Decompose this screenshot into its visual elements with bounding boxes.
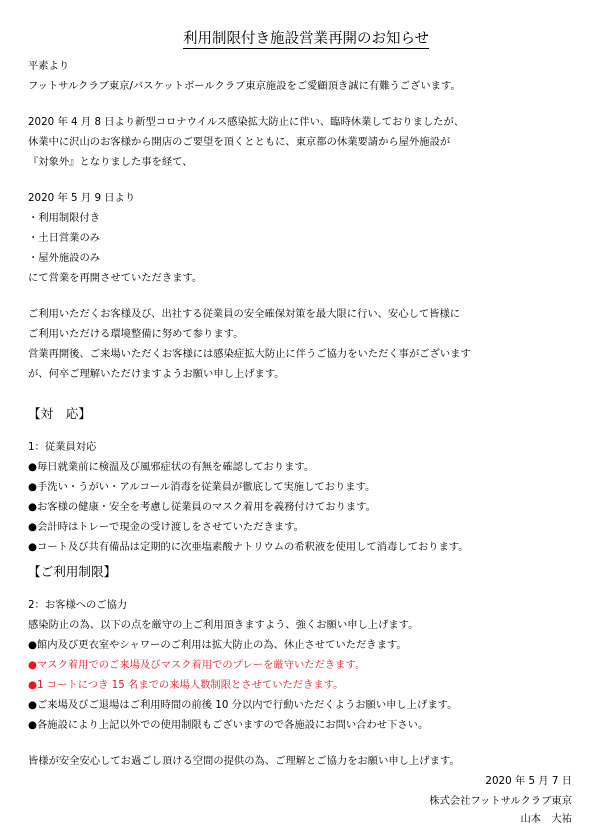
staff-measure-item: ●コート及び共有備品は定期的に次亜塩素酸ナトリウムの希釈液を使用して消毒しております。	[28, 541, 469, 553]
paragraph-1-line-1: 2020 年 4 月 8 日より新型コロナウイルス感染拡大防止に伴い、臨時休業しておりましたが、	[28, 116, 465, 128]
condition-item: ・利用制限付き	[28, 212, 101, 224]
section-1-heading: 【対 応】	[28, 406, 91, 421]
customer-rule-item: ●館内及び更衣室やシャワーのご利用は拡大防止の為、休止させていただきます。	[28, 639, 407, 651]
condition-item: ・屋外施設のみ	[28, 252, 101, 264]
signature-date: 2020 年 5 月 7 日	[485, 775, 572, 787]
signature-name: 山本 大祐	[520, 813, 572, 825]
customer-rule-item: ●各施設により上記以外での使用制限もございますので各施設にお問い合わせ下さい。	[28, 719, 429, 731]
staff-measure-item: ●手洗い・うがい・アルコール消毒を従業員が徹底して実施しております。	[28, 481, 376, 493]
document-title: 利用制限付き施設営業再開のお知らせ	[182, 31, 430, 47]
customer-rule-item-mask: ●マスク着用でのご来場及びマスク着用でのプレーを厳守いただきます。	[28, 659, 366, 671]
paragraph-1-line-2: 休業中に沢山のお客様から開店のご要望を頂くとともに、東京都の休業要請から屋外施設が	[28, 136, 451, 148]
section-2-subheading: 2：お客様へのご協力	[28, 599, 128, 611]
reopen-date: 2020 年 5 月 9 日より	[28, 192, 136, 204]
paragraph-2-line-2: ご利用いただける環境整備に努めて参ります。	[28, 328, 244, 340]
customer-rule-item-capacity: ●1 コートにつき 15 名までの来場人数制限とさせていただきます。	[28, 679, 344, 691]
signature-company: 株式会社フットサルクラブ東京	[429, 795, 572, 807]
paragraph-2-line-3: 営業再開後、ご来場いただくお客様には感染症拡大防止に伴うご協力をいただく事がございます	[28, 348, 471, 360]
closing-text: 皆様が安全安心してお過ごし頂ける空間の提供の為、ご理解とご協力をお願い申し上げます。	[28, 755, 460, 767]
staff-measure-item: ●会計時はトレーで現金の受け渡しをさせていただきます。	[28, 521, 304, 533]
paragraph-1-line-3: 『対象外』となりました事を経て、	[28, 156, 193, 168]
section-1-subheading: 1：従業員対応	[28, 441, 97, 453]
section-2-heading: 【ご利用制限】	[28, 564, 117, 579]
staff-measure-item: ●お客様の健康・安全を考慮し従業員のマスク着用を義務付けております。	[28, 501, 376, 513]
greeting: 平素より	[28, 60, 70, 72]
section-2-lead: 感染防止の為、以下の点を厳守の上ご利用頂きますよう、強くお願い申し上げます。	[28, 619, 419, 631]
paragraph-2-line-4: が、何卒ご理解いただけますようお願い申し上げます。	[28, 368, 285, 380]
paragraph-2-line-1: ご利用いただくお客様及び、出社する従業員の安全確保対策を最大限に行い、安心して皆様に	[28, 308, 461, 320]
condition-item: ・土日営業のみ	[28, 232, 101, 244]
intro-text: フットサルクラブ東京/バスケットボールクラブ東京施設をご愛顧頂き誠に有難うございます。	[28, 80, 461, 92]
customer-rule-item: ●ご来場及びご退場はご利用時間の前後 10 分以内で行動いただくようお願い申し上げます。	[28, 699, 458, 711]
staff-measure-item: ●毎日就業前に検温及び風邪症状の有無を確認しております。	[28, 461, 315, 473]
reopen-text: にて営業を再開させていただきます。	[28, 272, 203, 284]
